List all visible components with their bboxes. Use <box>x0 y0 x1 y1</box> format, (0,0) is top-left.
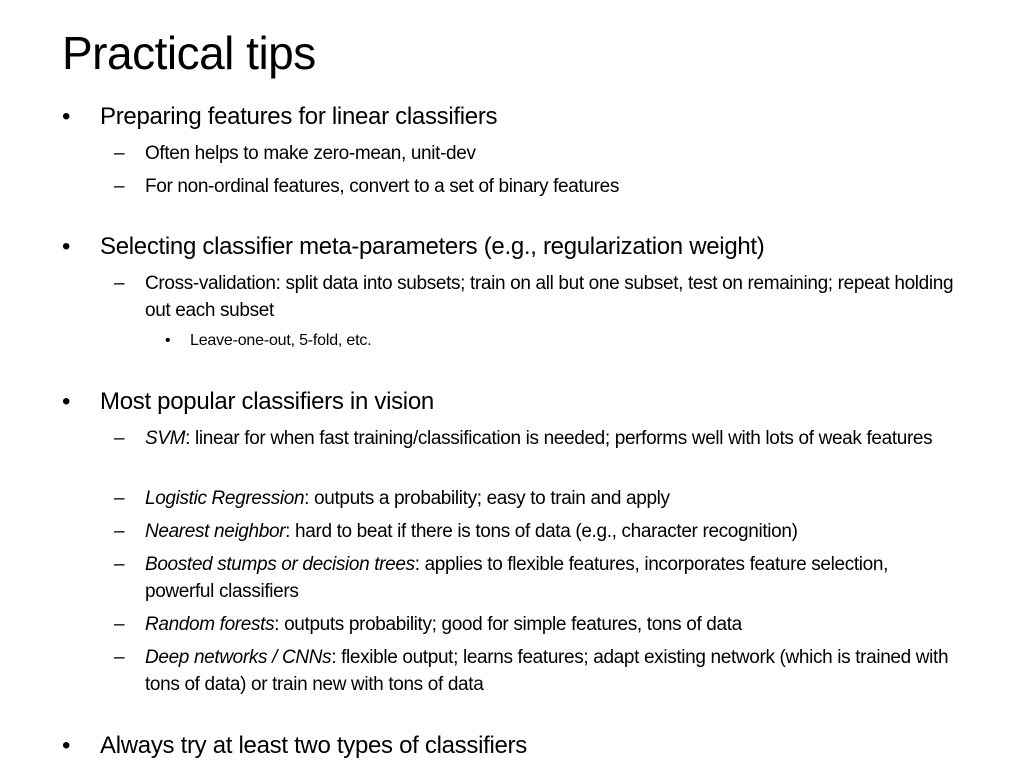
bullet-mark: • <box>165 332 171 349</box>
term: Logistic Regression <box>145 488 305 509</box>
description: : outputs a probability; easy to train and apply <box>304 488 670 509</box>
dash-mark: – <box>114 273 125 294</box>
subbullet-text <box>145 611 960 638</box>
term: Boosted stumps or decision trees <box>145 554 415 575</box>
term: Random forests <box>145 614 275 635</box>
bullet-text: Preparing features for linear classifiers <box>100 103 498 130</box>
bullet-text: Selecting classifier meta-parameters (e.g., regularization weight) <box>100 233 765 260</box>
dash-mark: – <box>114 488 125 509</box>
term: Nearest neighbor <box>145 521 286 542</box>
bullet-mark: • <box>62 388 71 415</box>
dash-mark: – <box>114 647 125 668</box>
slide-title: Practical tips <box>62 27 316 79</box>
term: Deep networks / CNNs <box>145 647 332 668</box>
subbullet-text <box>145 644 960 698</box>
bullet-text: Always try at least two types of classifiers <box>100 732 527 759</box>
description: : hard to beat if there is tons of data (e.g., character recognition) <box>285 521 798 542</box>
subsubbullet-text: Leave-one-out, 5-fold, etc. <box>190 332 372 349</box>
subbullet-text <box>145 518 960 545</box>
bullet-mark: • <box>62 233 71 260</box>
subbullet-text: For non-ordinal features, convert to a set of binary features <box>145 176 619 197</box>
subbullet-text: Often helps to make zero-mean, unit-dev <box>145 143 476 164</box>
bullet-mark: • <box>62 103 71 130</box>
dash-mark: – <box>114 143 125 164</box>
subbullet-text <box>145 551 960 605</box>
subbullet-text <box>145 485 960 512</box>
description: : applies to flexible features, incorporates feature selection, powerful classifiers <box>145 554 889 602</box>
bullet-mark: • <box>62 732 71 759</box>
subbullet-text: Cross-validation: split data into subsets; train on all but one subset, test on remaining; repeat holding out each subset <box>145 273 954 321</box>
dash-mark: – <box>114 614 125 635</box>
description: : flexible output; learns features; adapt existing network (which is trained with tons of data) or train new with tons of data <box>145 647 949 695</box>
bullet-text: Most popular classifiers in vision <box>100 388 434 415</box>
dash-mark: – <box>114 554 125 575</box>
term: SVM <box>145 428 186 449</box>
dash-mark: – <box>114 176 125 197</box>
subbullet-text <box>145 425 960 452</box>
description: : outputs probability; good for simple features, tons of data <box>274 614 742 635</box>
dash-mark: – <box>114 521 125 542</box>
description: : linear for when fast training/classification is needed; performs well with lots of weak features <box>185 428 933 449</box>
dash-mark: – <box>114 428 125 449</box>
